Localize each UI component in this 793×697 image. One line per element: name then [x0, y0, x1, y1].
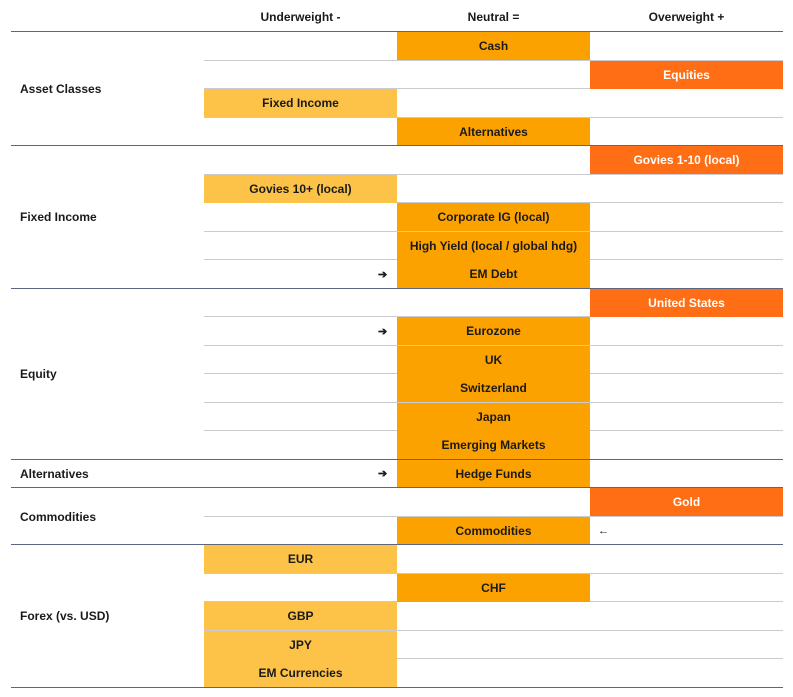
- allocation-cell-govies-10-local: Govies 10+ (local): [204, 175, 397, 203]
- table-row: [204, 488, 783, 517]
- table-row: [204, 431, 783, 460]
- header-underweight: Underweight -: [260, 10, 341, 24]
- group-asset-classes: [11, 31, 783, 145]
- allocation-cell-gold: Gold: [590, 488, 783, 516]
- table-row: [204, 517, 783, 546]
- table-row: [204, 574, 783, 603]
- allocation-cell-jpy: JPY: [204, 631, 397, 659]
- table-row: [204, 317, 783, 346]
- allocation-cell-gbp: GBP: [204, 602, 397, 630]
- allocation-cell-chf: CHF: [397, 574, 590, 602]
- group-fixed-income: [11, 145, 783, 288]
- table-row: [204, 460, 783, 489]
- column-header: [0, 0, 793, 31]
- table-row: [204, 61, 783, 90]
- allocation-cell-switzerland: Switzerland: [397, 374, 590, 402]
- allocation-cell-corporate-ig-local: Corporate IG (local): [397, 203, 590, 231]
- allocation-cell-cash: Cash: [397, 32, 590, 60]
- table-row: [204, 403, 783, 432]
- allocation-cell-eur: EUR: [204, 545, 397, 573]
- table-row: [204, 175, 783, 204]
- table-row: [204, 118, 783, 147]
- table-row: [204, 659, 783, 688]
- allocation-cell-equities: Equities: [590, 61, 783, 89]
- table-row: [204, 203, 783, 232]
- group-equity: [11, 288, 783, 459]
- table-row: [204, 89, 783, 118]
- group-commodities: [11, 487, 783, 544]
- group-alternatives: [11, 459, 783, 488]
- allocation-cell-uk: UK: [397, 346, 590, 374]
- table-row: [204, 631, 783, 660]
- group-label: Commodities: [20, 509, 97, 524]
- allocation-cell-hedge-funds: Hedge Funds: [397, 460, 590, 488]
- arrow-right-icon: ➔: [378, 268, 388, 281]
- allocation-cell-high-yield-local-global-hdg: High Yield (local / global hdg): [397, 232, 590, 260]
- allocation-cell-em-currencies: EM Currencies: [204, 659, 397, 687]
- allocation-cell-eurozone: Eurozone: [397, 317, 590, 345]
- table-row: [204, 146, 783, 175]
- arrow-left-icon: ←: [598, 524, 609, 537]
- group-label: Forex (vs. USD): [20, 609, 110, 624]
- table-row: [204, 545, 783, 574]
- table-row: [204, 602, 783, 631]
- arrow-right-icon: ➔: [378, 468, 388, 480]
- header-neutral: Neutral =: [467, 10, 520, 24]
- allocation-cell-alternatives: Alternatives: [397, 118, 590, 146]
- group-label: Alternatives: [20, 466, 89, 481]
- allocation-cell-govies-1-10-local: Govies 1-10 (local): [590, 146, 783, 174]
- allocation-cell-em-debt: EM Debt: [397, 260, 590, 288]
- allocation-cell-fixed-income: Fixed Income: [204, 89, 397, 117]
- group-label: Fixed Income: [20, 210, 97, 225]
- arrow-right-icon: ➔: [378, 325, 388, 338]
- group-label: Equity: [20, 367, 57, 381]
- header-overweight: Overweight +: [648, 10, 725, 24]
- group-forex-vs-usd: [11, 544, 783, 687]
- table-row: [204, 289, 783, 318]
- table-row: [204, 346, 783, 375]
- group-label: Asset Classes: [20, 82, 102, 96]
- allocation-cell-commodities: Commodities: [397, 517, 590, 545]
- table-row: [204, 260, 783, 289]
- allocation-cell-japan: Japan: [397, 403, 590, 431]
- table-row: [204, 232, 783, 261]
- table-row: [204, 32, 783, 61]
- allocation-cell-emerging-markets: Emerging Markets: [397, 431, 590, 459]
- table-row: [204, 374, 783, 403]
- table-bottom-border: [11, 687, 783, 688]
- allocation-cell-united-states: United States: [590, 289, 783, 317]
